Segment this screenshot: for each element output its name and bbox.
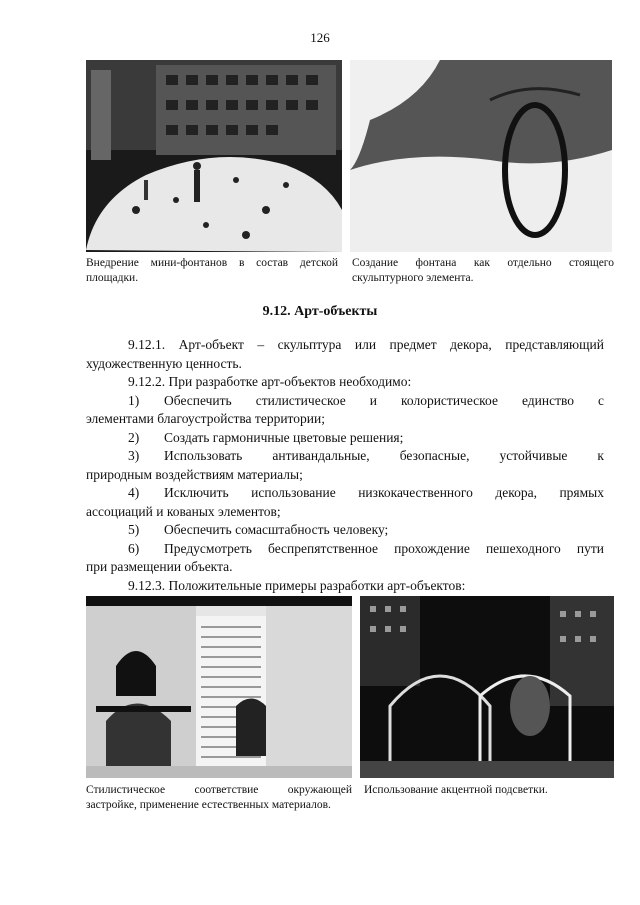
list-number: 4) <box>128 485 140 500</box>
list-number: 1) <box>128 392 140 408</box>
page-number: 126 <box>310 30 330 45</box>
art-object-illumination-photo <box>360 596 614 778</box>
list-item <box>86 540 604 559</box>
playground-fountain-photo <box>86 60 342 252</box>
section-body <box>86 336 604 595</box>
list-text: Использовать антивандальные, безопасные, устойчивые к <box>164 448 604 463</box>
list-item <box>86 521 604 540</box>
list-continuation: природным воздействиям материалы; <box>86 466 303 482</box>
list-text: Обеспечить сомасштабность человеку; <box>164 522 389 537</box>
caption-sculptural-fountain: Создание фонтана как отдельно стоящего скульптурного элемента. <box>352 257 614 284</box>
paragraph-definition: 9.12.1. Арт-объект – скульптура или предмет декора, представляющий художественную ценность. <box>86 337 604 371</box>
paragraph-requirements: 9.12.2. При разработке арт-объектов необходимо: <box>128 374 412 389</box>
list-item <box>86 392 604 411</box>
list-item <box>86 429 604 448</box>
list-number: 6) <box>128 540 140 556</box>
list-item <box>86 447 604 466</box>
sculptural-fountain-photo <box>350 60 612 252</box>
list-text: Обеспечить стилистическое и колористическое единство с <box>164 392 604 408</box>
list-continuation: при размещении объекта. <box>86 559 233 574</box>
list-number: 3) <box>128 448 140 463</box>
list-continuation: ассоциаций и кованых элементов; <box>86 503 281 519</box>
list-item <box>86 484 604 503</box>
list-text: Предусмотреть беспрепятственное прохождение пешеходного пути <box>164 540 604 556</box>
caption-playground-fountains: Внедрение мини-фонтанов в состав детской площадки. <box>86 257 338 284</box>
list-continuation: элементами благоустройства территории; <box>86 411 325 426</box>
list-text: Исключить использование низкокачественного декора, прямых <box>164 485 604 500</box>
section-heading: 9.12. Арт-объекты <box>262 304 378 319</box>
list-number: 5) <box>128 522 140 537</box>
art-object-building-photo <box>86 596 352 778</box>
list-text: Создать гармоничные цветовые решения; <box>164 429 404 445</box>
caption-accent-lighting: Использование акцентной подсветки. <box>364 784 548 796</box>
caption-stylistic-match: Стилистическое соответствие окружающей застройке, применение естественных материалов. <box>86 784 352 811</box>
list-number: 2) <box>128 429 140 445</box>
paragraph-examples: 9.12.3. Положительные примеры разработки арт-объектов: <box>128 577 466 593</box>
